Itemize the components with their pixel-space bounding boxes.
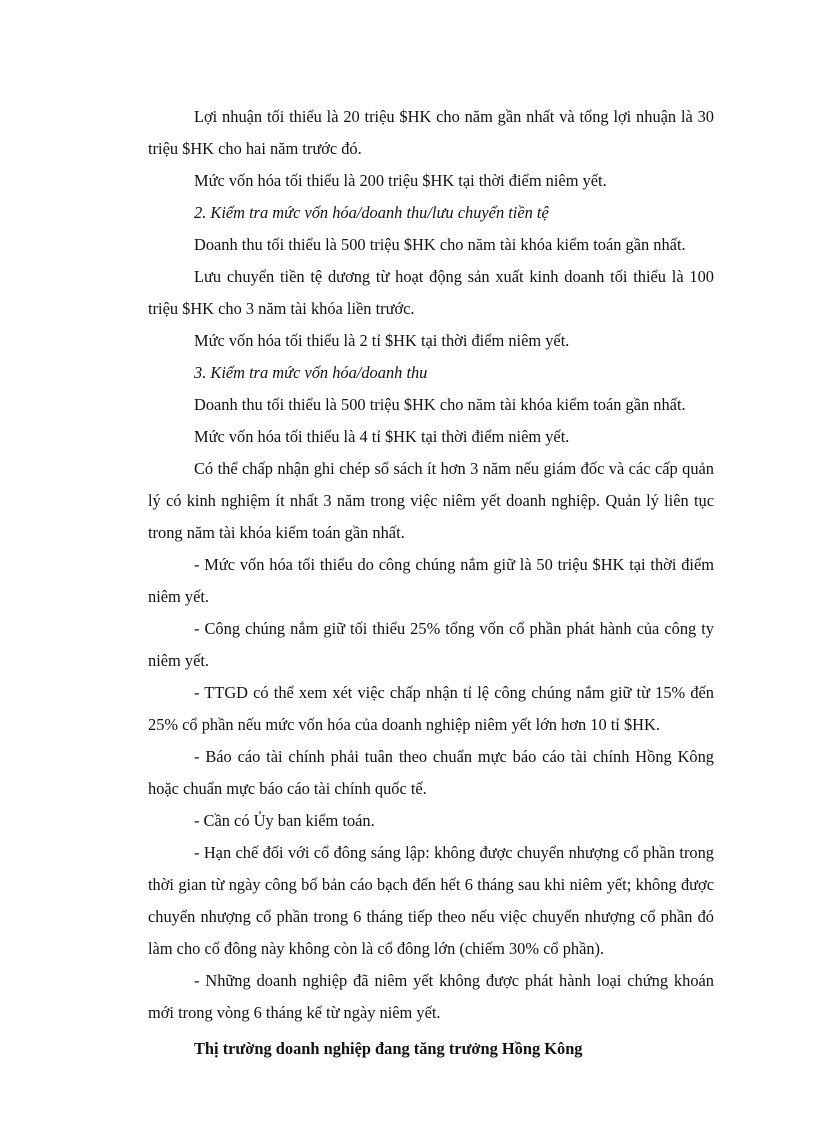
paragraph-revenue-500m-a: Doanh thu tối thiểu là 500 triệu $HK cho năm tài khóa kiểm toán gần nhất. xyxy=(194,235,686,254)
paragraph-audit-committee: - Cần có Ủy ban kiểm toán. xyxy=(194,811,375,830)
section-heading-gem: Thị trường doanh nghiệp đang tăng trưởng Hồng Kông xyxy=(194,1039,583,1058)
paragraph-founder-restriction: - Hạn chế đối với cổ đông sáng lập: không được chuyển nhượng cổ phần trong thời gian từ ngày công bố bản cáo bạch đến hết 6 tháng sau khi niêm yết; không được chuyển nhượng cổ phần trong 6 tháng tiếp theo nếu việc chuyển nhượng cổ phần đó làm cho cổ đông này không còn là cổ đông lớn (chiếm 30% cổ phần). xyxy=(148,843,714,958)
paragraph-new-securities: - Những doanh nghiệp đã niêm yết không được phát hành loại chứng khoán mới trong vòng 6 tháng kể từ ngày niêm yết. xyxy=(148,971,714,1022)
heading-test-3: 3. Kiểm tra mức vốn hóa/doanh thu xyxy=(194,363,428,382)
paragraph-market-cap-4b: Mức vốn hóa tối thiểu là 4 tỉ $HK tại thời điểm niêm yết. xyxy=(194,427,570,446)
paragraph-financial-standards: - Báo cáo tài chính phải tuân theo chuẩn mực báo cáo tài chính Hồng Kông hoặc chuẩn mực báo cáo tài chính quốc tế. xyxy=(148,747,714,798)
heading-test-2: 2. Kiểm tra mức vốn hóa/doanh thu/lưu chuyển tiền tệ xyxy=(194,203,549,222)
document-body xyxy=(148,101,714,1065)
paragraph-public-float-value: - Mức vốn hóa tối thiểu do công chúng nắm giữ là 50 triệu $HK tại thời điểm niêm yết. xyxy=(148,555,714,606)
paragraph-market-cap-200m: Mức vốn hóa tối thiểu là 200 triệu $HK tại thời điểm niêm yết. xyxy=(194,171,607,190)
paragraph-revenue-500m-b: Doanh thu tối thiểu là 500 triệu $HK cho năm tài khóa kiểm toán gần nhất. xyxy=(194,395,686,414)
paragraph-records-exception: Có thể chấp nhận ghi chép sổ sách ít hơn 3 năm nếu giám đốc và các cấp quản lý có kinh nghiệm ít nhất 3 năm trong việc niêm yết doanh nghiệp. Quản lý liên tục trong năm tài khóa kiểm toán gần nhất. xyxy=(148,459,714,542)
paragraph-public-float-25: - Công chúng nắm giữ tối thiểu 25% tổng vốn cổ phần phát hành của công ty niêm yết. xyxy=(148,619,714,670)
paragraph-public-float-15: - TTGD có thể xem xét việc chấp nhận tỉ lệ công chúng nắm giữ từ 15% đến 25% cổ phần nếu mức vốn hóa của doanh nghiệp niêm yết lớn hơn 10 tỉ $HK. xyxy=(148,683,714,734)
paragraph-market-cap-2b: Mức vốn hóa tối thiểu là 2 tỉ $HK tại thời điểm niêm yết. xyxy=(194,331,570,350)
paragraph-profit-requirement: Lợi nhuận tối thiểu là 20 triệu $HK cho năm gần nhất và tổng lợi nhuận là 30 triệu $HK cho hai năm trước đó. xyxy=(148,107,714,158)
paragraph-cash-flow: Lưu chuyển tiền tệ dương từ hoạt động sản xuất kinh doanh tối thiểu là 100 triệu $HK cho 3 năm tài khóa liền trước. xyxy=(148,267,714,318)
